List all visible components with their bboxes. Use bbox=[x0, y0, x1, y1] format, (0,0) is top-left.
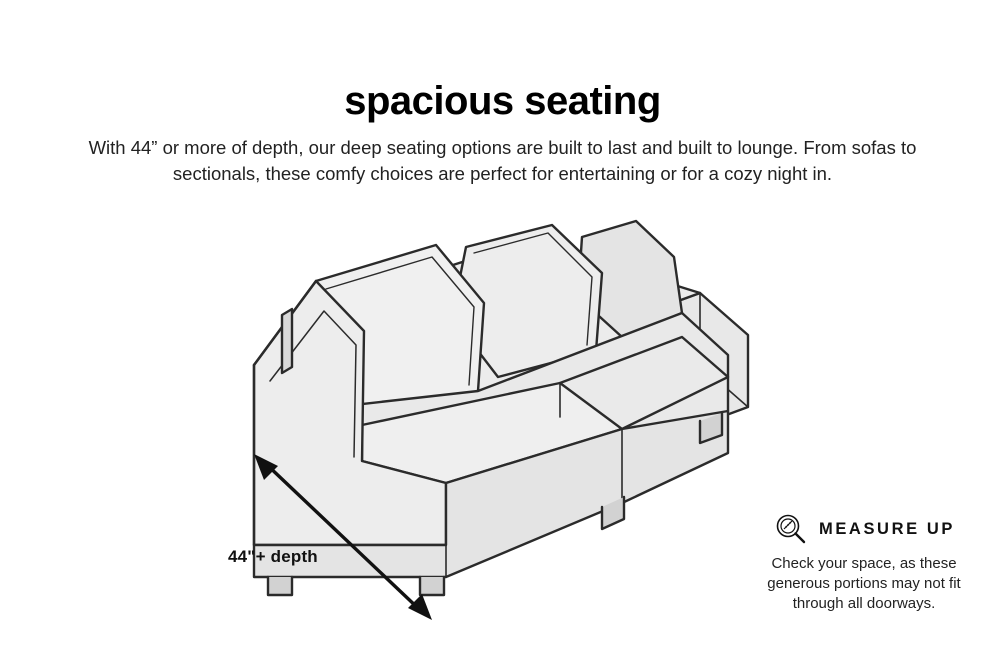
depth-label: 44"+ depth bbox=[228, 547, 318, 566]
measure-up-callout bbox=[740, 512, 988, 614]
depth-dimension-arrow bbox=[248, 452, 438, 624]
magnifier-ruler-icon bbox=[773, 512, 807, 546]
page-title: spacious seating bbox=[344, 78, 661, 123]
measure-up-title: MEASURE UP bbox=[818, 519, 955, 538]
page-subtitle: With 44” or more of depth, our deep seating options are built to last and built to lounge. From sofas to sectionals, these comfy choices are perfect for entertaining or for a cozy night in. bbox=[88, 136, 917, 184]
measure-up-body: Check your space, as these generous portions may not fit through all doorways. bbox=[767, 555, 961, 612]
